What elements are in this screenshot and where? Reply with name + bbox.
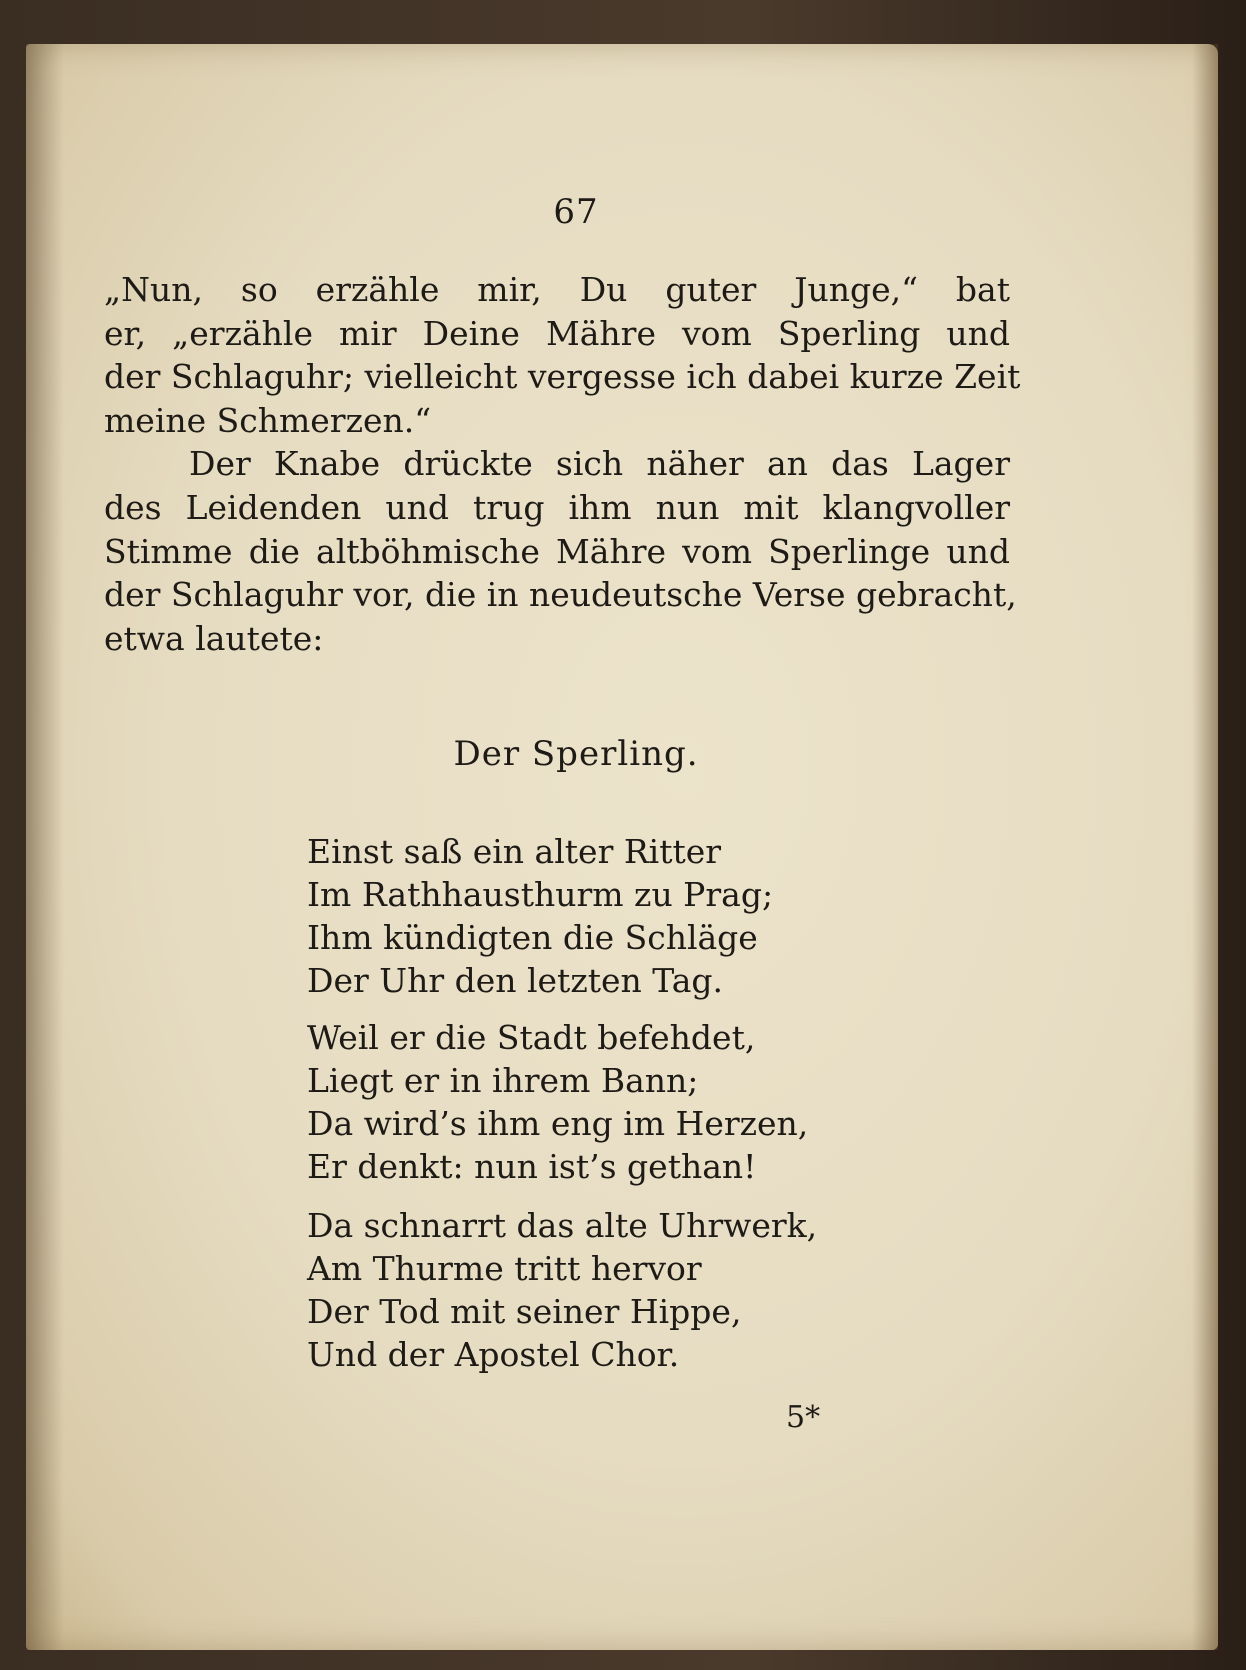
prose-line: „Nun, so erzähle mir, Du guter Junge,“ bat — [104, 270, 1010, 309]
prose-line: der Schlaguhr vor, die in neudeutsche Verse gebracht, — [104, 575, 1017, 615]
verse-line: Liegt er in ihrem Bann; — [307, 1061, 699, 1100]
prose-line: etwa lautete: — [104, 618, 324, 658]
verse-line: Am Thurme tritt hervor — [307, 1249, 702, 1288]
prose-line: der Schlaguhr; vielleicht vergesse ich dabei kurze Zeit — [104, 357, 1021, 397]
verse-line: Da wird’s ihm eng im Herzen, — [307, 1104, 809, 1143]
signature-mark: 5* — [786, 1400, 821, 1435]
prose-line: des Leidenden und trug ihm nun mit klangvoller — [104, 487, 1010, 527]
verse-line: Im Rathhausthurm zu Prag; — [307, 875, 774, 914]
verse-line: Weil er die Stadt befehdet, — [307, 1018, 756, 1057]
prose-line: meine Schmerzen.“ — [104, 400, 432, 440]
verse-line: Er denkt: nun ist’s gethan! — [307, 1147, 757, 1186]
page-edge — [1192, 44, 1218, 1650]
page-number: 67 — [553, 192, 599, 232]
poem-title: Der Sperling. — [453, 734, 699, 774]
prose-line: Der Knabe drückte sich näher an das Lager — [189, 444, 1010, 484]
verse-line: Und der Apostel Chor. — [307, 1335, 680, 1374]
prose-paragraphs — [104, 268, 1021, 660]
verse-line: Ihm kündigten die Schläge — [307, 918, 758, 957]
verse-line: Der Uhr den letzten Tag. — [307, 961, 723, 1000]
prose-line: er, „erzähle mir Deine Mähre vom Sperling und — [104, 313, 1010, 353]
poem-stanza — [307, 830, 773, 1002]
verse-line: Einst saß ein alter Ritter — [307, 832, 722, 871]
poem-stanza — [307, 1204, 817, 1376]
spine-shadow — [26, 44, 64, 1650]
verse-line: Da schnarrt das alte Uhrwerk, — [307, 1206, 818, 1245]
prose-line: Stimme die altböhmische Mähre vom Sperlinge und — [104, 531, 1010, 571]
poem-stanza — [307, 1016, 808, 1188]
book-page — [26, 44, 1218, 1650]
verse-line: Der Tod mit seiner Hippe, — [307, 1292, 742, 1331]
